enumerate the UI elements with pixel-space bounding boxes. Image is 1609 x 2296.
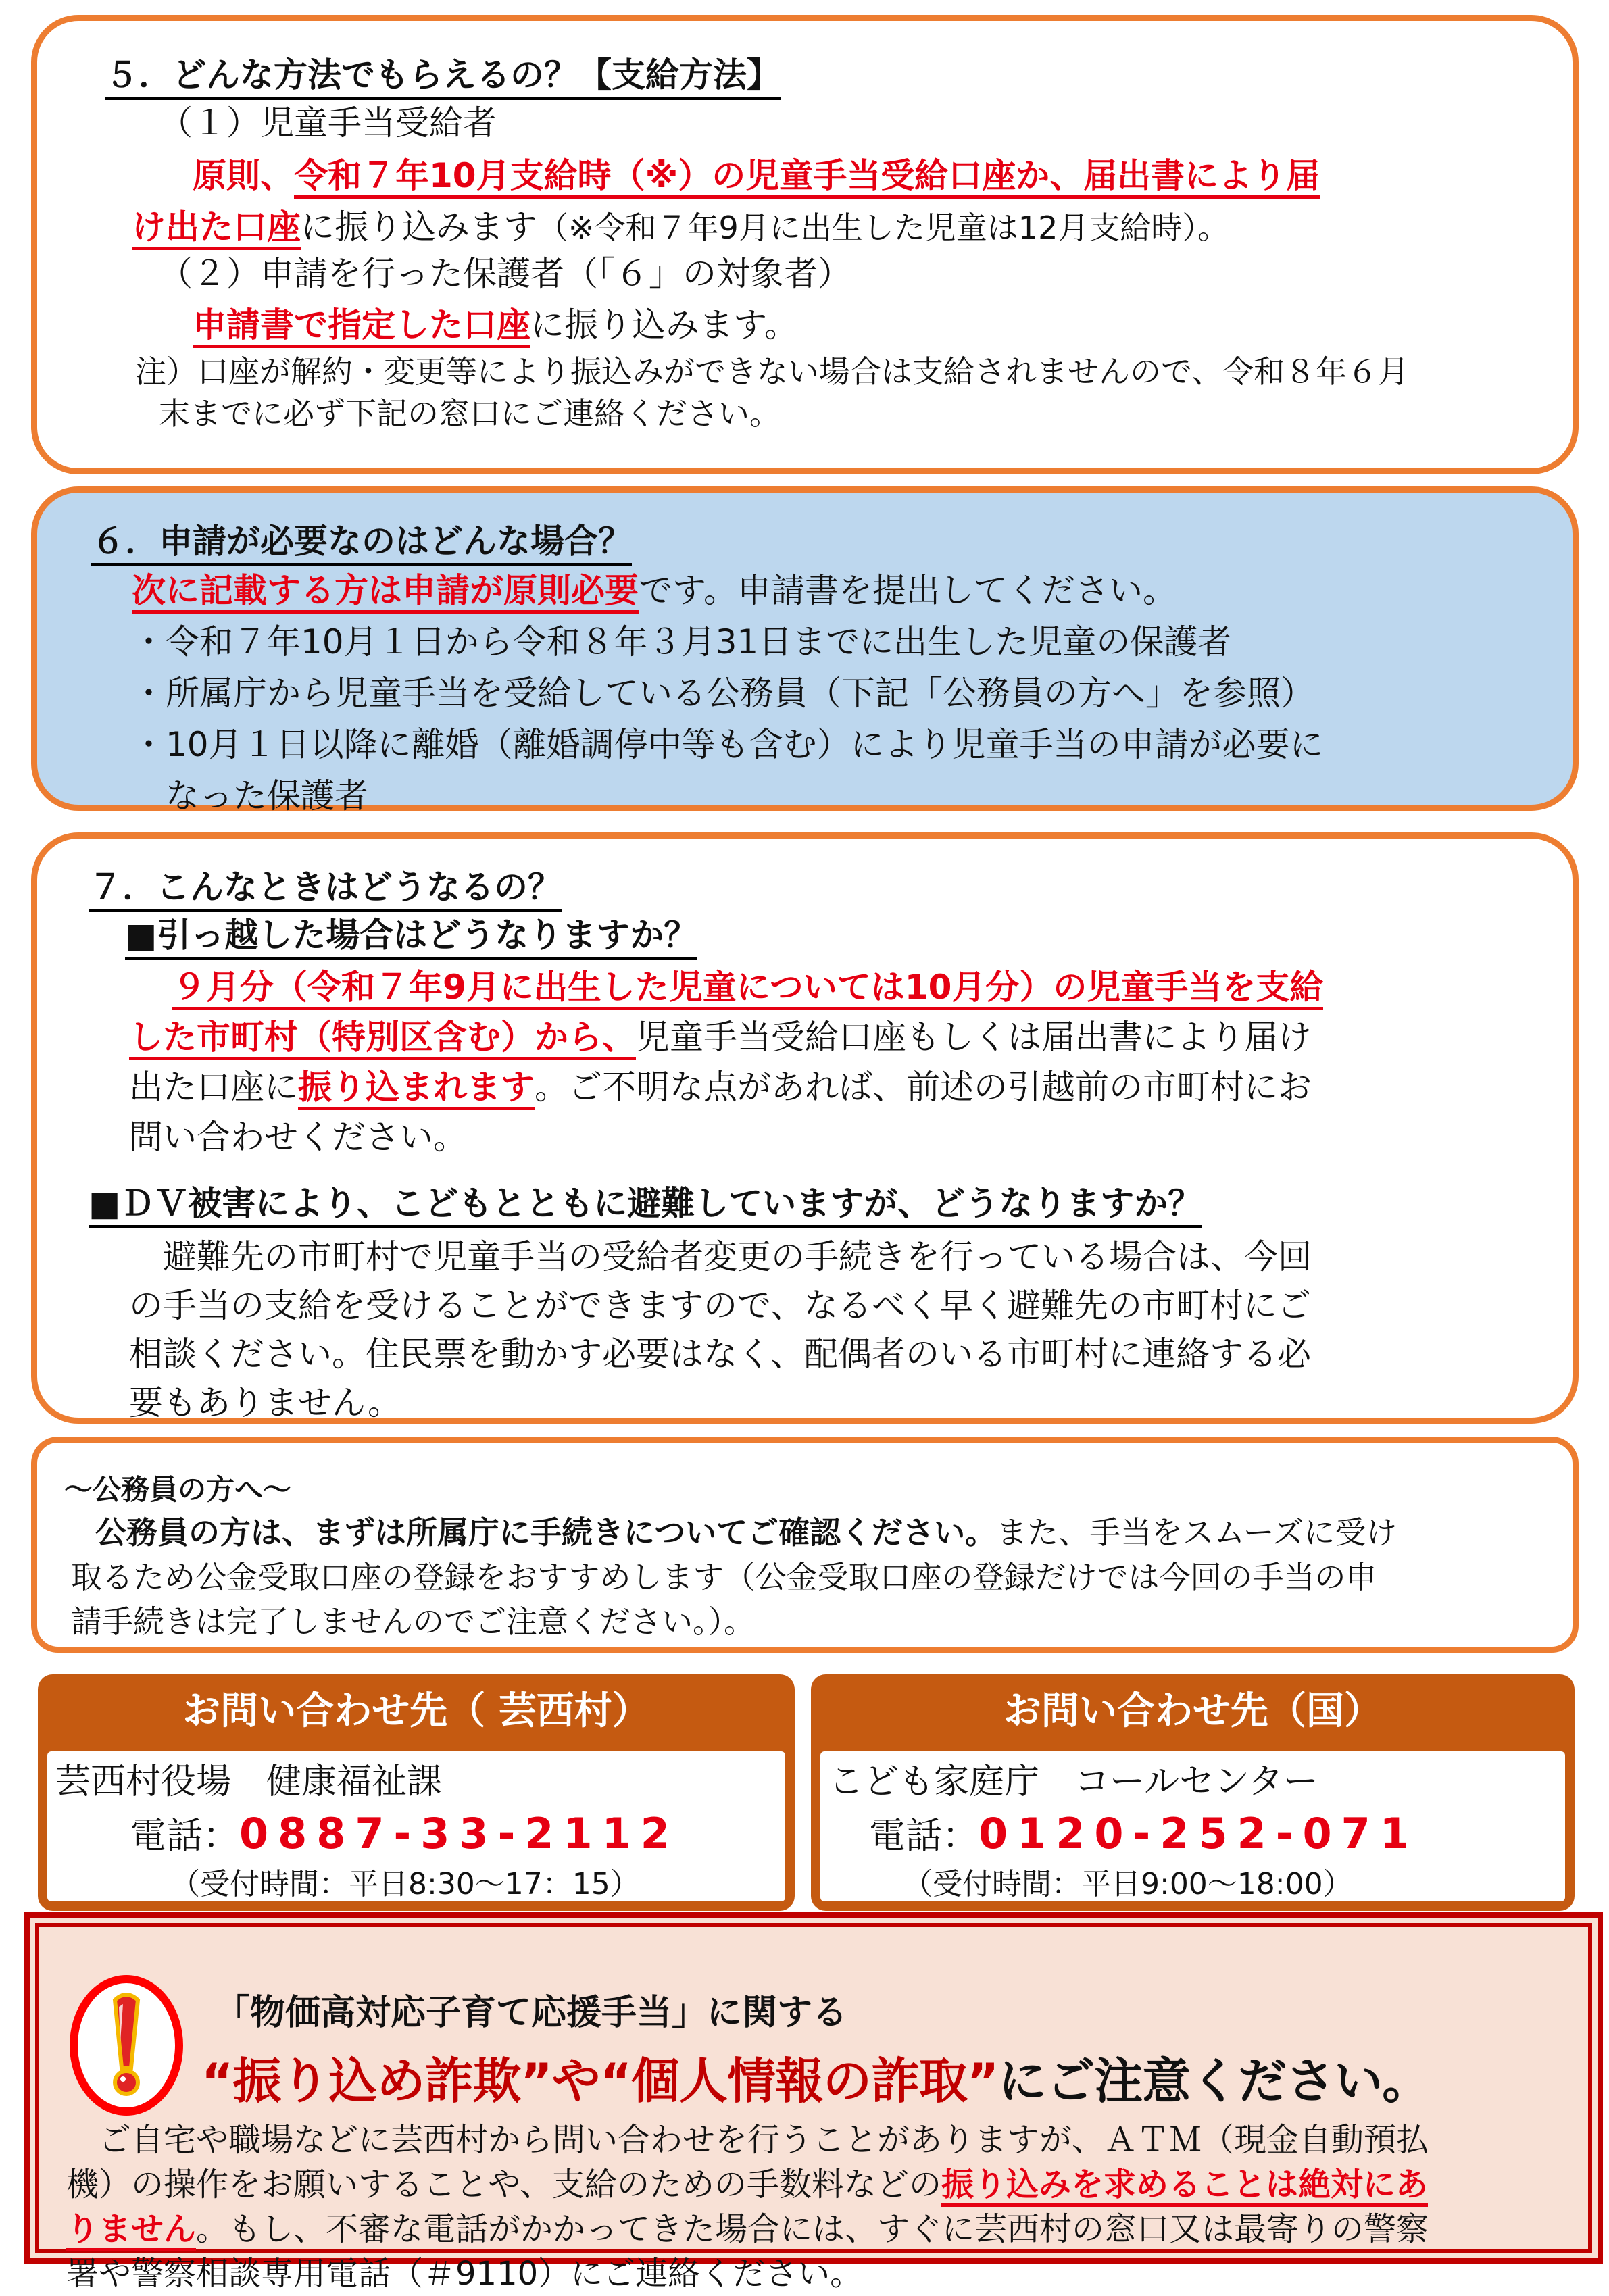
answer-moving-line4: 問い合わせください。 [129, 1118, 467, 1157]
contact-card-national [811, 1674, 1575, 1911]
section-5-payment-method [31, 15, 1579, 474]
item-2-label: （２）申請を行った保護者（「６」の対象者） [159, 254, 851, 293]
item-1-text-line1: 原則、令和７年10月支給時（※）の児童手当受給口座か、届出書により届 [71, 153, 1539, 199]
list-item: ・令和７年10月１日から令和８年３月31日までに出生した児童の保護者 [132, 622, 1232, 662]
contact-title: お問い合わせ先（国） [1004, 1689, 1382, 1733]
note-line1: 注）口座が解約・変更等により振込みができない場合は支給されませんので、令和８年６月 [135, 353, 1410, 390]
contact-body [47, 1751, 785, 1901]
contact-hours: （受付時間：平日8:30～17：15） [170, 1867, 640, 1901]
answer-dv-line: 避難先の市町村で児童手当の受給者変更の手続きを行っている場合は、今回 [129, 1237, 1312, 1276]
exclamation-warning-icon [69, 1974, 184, 2116]
section-6-lead: 次に記載する方は申請が原則必要です。申請書を提出してください。 [64, 568, 1545, 614]
list-item-continuation: なった保護者 [166, 776, 368, 816]
section-7-special-cases [31, 832, 1579, 1424]
civil-servants-heading: ～公務員の方へ～ [64, 1473, 292, 1506]
contact-title: お問い合わせ先（ 芸西村） [182, 1689, 650, 1733]
warning-body: ご自宅や職場などに芸西村から問い合わせを行うことがありますが、ＡＴＭ（現金自動預払 機）の操作をお願いすることや、支給のための手数料などの振り込みを求めることは絶対にあ りません。もし、不審な電話がかかってきた場合には、すぐに芸西村の窓口又は最寄りの警察 署や警察相談専用電話（＃9110）にご連絡ください。 [66, 2121, 1429, 2293]
item-1-text-line2: け出た口座に振り込みます（※令和７年9月に出生した児童は12月支給時）。 [71, 204, 1539, 251]
contact-phone: 電話：0120-252-071 [869, 1809, 1418, 1858]
answer-moving-line2: した市町村（特別区含む）から、児童手当受給口座もしくは届出書により届け [64, 1014, 1545, 1060]
answer-dv-line: の手当の支給を受けることができますので、なるべく早く避難先の市町村にご [129, 1286, 1311, 1325]
answer-dv-line: 要もありません。 [129, 1383, 401, 1422]
phone-number-link[interactable]: 0120-252-071 [979, 1809, 1418, 1858]
warning-title: “振り込め詐欺”や“個人情報の詐取”にご注意ください。 [201, 2053, 1431, 2110]
contact-card-village [38, 1674, 795, 1911]
civil-servants-line3: 請手続きは完了しませんのでご注意ください。）。 [71, 1603, 755, 1640]
note-line2: 末までに必ず下記の窓口にご連絡ください。 [159, 395, 781, 432]
civil-servants-notice [31, 1437, 1579, 1653]
list-item: ・10月１日以降に離婚（離婚調停中等も含む）により児童手当の申請が必要に [132, 725, 1324, 764]
warning-subtitle: 「物価高対応子育て応援手当」に関する [215, 1993, 848, 2033]
contact-org: こども家庭庁 コールセンター [828, 1762, 1318, 1802]
answer-moving-line1: ９月分（令和７年9月に出生した児童については10月分）の児童手当を支給 [64, 964, 1545, 1010]
question-moving: ■引っ越した場合はどうなりますか？ [125, 914, 697, 960]
item-1-label: （１）児童手当受給者 [159, 103, 497, 143]
list-item: ・所属庁から児童手当を受給している公務員（下記「公務員の方へ」を参照） [132, 674, 1314, 713]
answer-dv-line: 相談ください。住民票を動かす必要はなく、配偶者のいる市町村に連絡する必 [129, 1334, 1311, 1374]
question-dv: ■ＤＶ被害により、こどもとともに避難していますが、どうなりますか？ [89, 1182, 1202, 1228]
answer-moving-line3: 出た口座に振り込まれます。ご不明な点があれば、前述の引越前の市町村にお [64, 1064, 1545, 1110]
section-5-heading: ５．どんな方法でもらえるの？【支給方法】 [105, 53, 781, 100]
section-6-application-required [31, 486, 1579, 816]
fraud-warning-box [24, 1912, 1603, 2293]
contact-org: 芸西村役場 健康福祉課 [55, 1762, 443, 1802]
phone-number-link[interactable]: 0887-33-2112 [239, 1809, 679, 1858]
section-7-heading: ７．こんなときはどうなるの？ [89, 866, 562, 912]
contact-hours: （受付時間：平日9:00～18:00） [903, 1867, 1353, 1901]
civil-servants-line2: 取るため公金受取口座の登録をおすすめします（公金受取口座の登録だけでは今回の手当の申 [71, 1559, 1377, 1595]
contact-body [820, 1751, 1565, 1901]
item-2-text: 申請書で指定した口座に振り込みます。 [71, 302, 1539, 348]
contact-phone: 電話：0887-33-2112 [130, 1809, 679, 1858]
civil-servants-line1: 公務員の方は、まずは所属庁に手続きについてご確認ください。また、手当をスムーズに受け [64, 1514, 1397, 1551]
section-6-heading: ６．申請が必要なのはどんな場合？ [91, 520, 632, 566]
